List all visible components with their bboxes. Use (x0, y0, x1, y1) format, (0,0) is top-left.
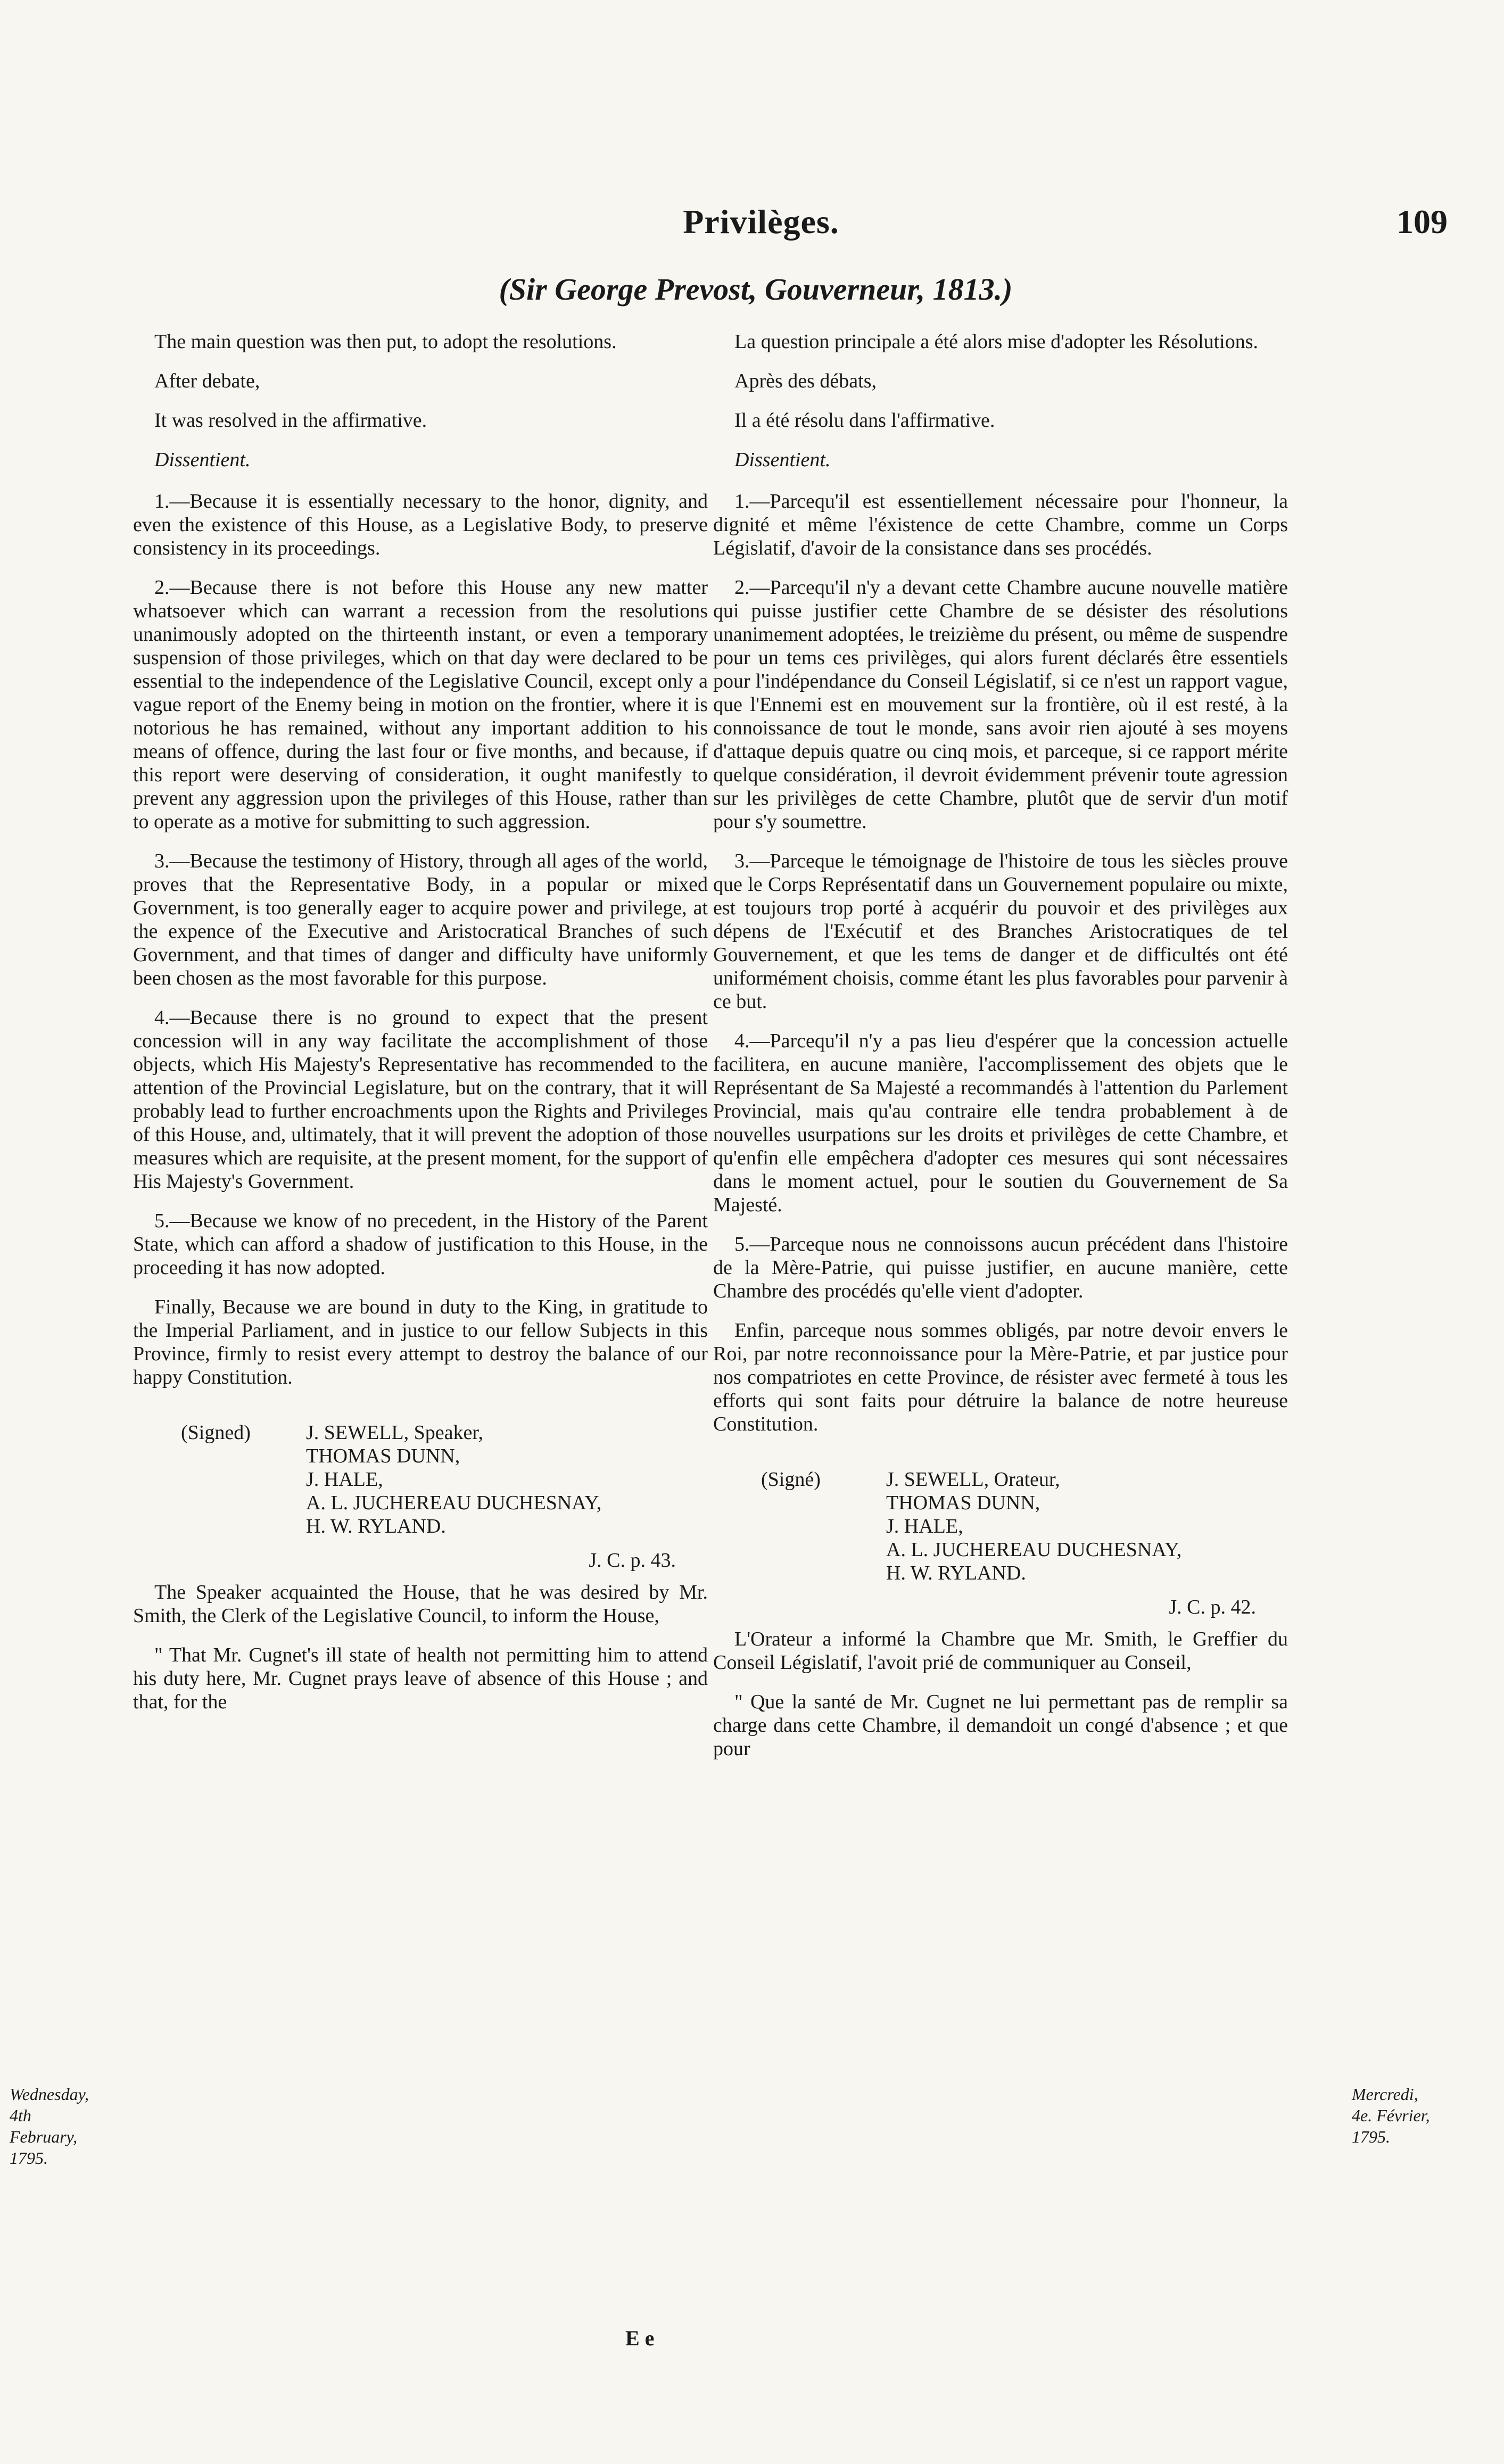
english-paragraph-3: It was resolved in the affirmative. (154, 409, 427, 432)
english-paragraph-4: 1.—Because it is essentially necessary to the honor, dignity, and even the existence of this House, as a Legislative Body, to preserve consistency in its proceedings. (133, 490, 708, 559)
french-paragraph-10: L'Orateur a informé la Chambre que Mr. Smith, le Greffier du Conseil Législatif, l'avoit prié de communiquer au Conseil, (713, 1628, 1288, 1674)
page-subtitle: (Sir George Prevost, Gouverneur, 1813.) (499, 272, 1013, 307)
english-signatory: THOMAS DUNN, (306, 1445, 460, 1467)
english-signatory: H. W. RYLAND. (306, 1515, 446, 1537)
english-paragraph-5: 2.—Because there is not before this House any new matter whatsoever which can warrant a recession from the resolutions unanimously adopted on the thirteenth instant, or even a temporary suspension of those privileges, which on that day were declared to be essential to the independence of the Legislative Council, except only a vague report of the Enemy being in motion on the frontier, where it is notorious he has remained, without any important addition to his means of offence, during the last four or five months, and because, if this report were deserving of consideration, it ought manifestly to prevent any aggression upon the privileges of this House, rather than to operate as a motive for submitting to such aggression. (133, 576, 708, 833)
signature-mark: E e (625, 2326, 655, 2350)
english-paragraph-10: The Speaker acquainted the House, that he was desired by Mr. Smith, the Clerk of the Legislative Council, to inform the House, (133, 1581, 708, 1627)
french-signatory: H. W. RYLAND. (886, 1562, 1026, 1584)
french-signatures (713, 1468, 1288, 1627)
french-signatory: A. L. JUCHEREAU DUCHESNAY, (886, 1539, 1182, 1561)
english-paragraph-2: After debate, (154, 370, 260, 392)
french-paragraph-7: 4.—Parcequ'il n'y a pas lieu d'espérer que la concession actuelle facilitera, en aucune manière, l'accomplissement des objets que le Représentant de Sa Majesté a recommandés à l'attention du Parlement Provincial, mais qu'au contraire elle tendra probablement à de nouvelles usurpations sur les droits et privilèges de cette Chambre, et qu'enfin elle empêchera d'adopter ces mesures qui sont nécessaires dans le moment actuel, pour le soutien du Gouvernement de Sa Majesté. (713, 1030, 1288, 1216)
english-signatories (306, 1421, 601, 1538)
french-paragraph-9: Enfin, parceque nous sommes obligés, par notre devoir envers le Roi, par notre reconnoissance pour la Mère-Patrie, et par justice pour nos compatriotes en cette Province, de résister avec fermeté à tous les efforts qui sont faits pour détruire la balance de notre heureuse Constitution. (713, 1319, 1288, 1435)
english-signatory: A. L. JUCHEREAU DUCHESNAY, (306, 1492, 602, 1514)
english-column (133, 330, 708, 1730)
french-column (713, 330, 1288, 1776)
french-margin-date: Mercredi, 4e. Février, 1795. (1352, 2085, 1430, 2146)
page-number: 109 (1396, 203, 1448, 241)
french-signatory: J. SEWELL, Orateur, (886, 1468, 1060, 1491)
page-title: Privilèges. (683, 203, 839, 241)
french-signatories (886, 1468, 1181, 1585)
english-dissentient: Dissentient. (154, 449, 251, 471)
english-signed-label: (Signed) (181, 1421, 251, 1444)
french-paragraph-11: " Que la santé de Mr. Cugnet ne lui permettant pas de remplir sa charge dans cette Chambre, il demandoit un congé d'absence ; et que pour (713, 1691, 1288, 1760)
french-paragraph-4: 1.—Parcequ'il est essentiellement nécessaire pour l'honneur, la dignité et même l'éxistence de cette Chambre, comme un Corps Législatif, d'avoir de la consistance dans ses procédés. (713, 490, 1288, 559)
french-paragraph-6: 3.—Parceque le témoignage de l'histoire de tous les siècles prouve que le Corps Représentatif dans un Gouvernement populaire ou mixte, est toujours trop porté à acquérir du pouvoir et des privilèges aux dépens de l'Exécutif et des Branches Aristocratiques de tel Gouvernement, et que les tems de danger et de difficultés ont été uniformément choisis, comme étant les plus favorables pour parvenir à ce but. (713, 850, 1288, 1013)
french-paragraph-3: Il a été résolu dans l'affirmative. (734, 409, 995, 432)
french-paragraph-1: La question principale a été alors mise d'adopter les Résolutions. (734, 330, 1259, 353)
french-signed-label: (Signé) (761, 1468, 821, 1491)
french-signatory: THOMAS DUNN, (886, 1492, 1040, 1514)
english-journal-reference: J. C. p. 43. (589, 1549, 676, 1572)
french-journal-reference: J. C. p. 42. (1169, 1596, 1256, 1618)
english-paragraph-8: 5.—Because we know of no precedent, in the History of the Parent State, which can afford a shadow of justification to this House, in the proceeding it has now adopted. (133, 1210, 708, 1279)
english-signatory: J. SEWELL, Speaker, (306, 1421, 484, 1444)
english-paragraph-11: " That Mr. Cugnet's ill state of health not permitting him to attend his duty here, Mr. Cugnet prays leave of absence of this House ; and that, for the (133, 1644, 708, 1713)
english-signatory: J. HALE, (306, 1468, 383, 1491)
english-paragraph-7: 4.—Because there is no ground to expect that the present concession will in any way facilitate the accomplishment of those objects, which His Majesty's Representative has recommended to the attention of the Provincial Legislature, but on the contrary, that it will probably lead to further encroachments upon the Rights and Privileges of this House, and, ultimately, that it will prevent the adoption of those measures which are requisite, at the present moment, for the support of His Majesty's Government. (133, 1006, 708, 1193)
french-dissentient: Dissentient. (734, 449, 831, 471)
english-margin-date: Wednesday, 4th February, 1795. (10, 2085, 89, 2168)
french-paragraph-5: 2.—Parcequ'il n'y a devant cette Chambre aucune nouvelle matière qui puisse justifier cette Chambre de se désister des résolutions unanimement adoptées, le treizième du présent, ou même de suspendre pour un tems ces privilèges, qui alors furent déclarés être essentiels pour l'indépendance du Conseil Législatif, si ce n'est un rapport vague, que l'Ennemi est en mouvement sur la frontière, où il est resté, à la connoissance de tout le monde, sans avoir rien ajouté à ses moyens d'attaque depuis quatre ou cinq mois, et parceque, si ce rapport mérite quelque considération, il devroit évidemment prévenir toute agression sur les privilèges de cette Chambre, plutôt que de servir d'un motif pour s'y soumettre. (713, 576, 1288, 833)
english-paragraph-1: The main question was then put, to adopt the resolutions. (154, 330, 617, 353)
french-paragraph-8: 5.—Parceque nous ne connoissons aucun précédent dans l'histoire de la Mère-Patrie, qui puisse justifier, en aucune manière, cette Chambre des procédés qu'elle vient d'adopter. (713, 1233, 1288, 1302)
english-paragraph-9: Finally, Because we are bound in duty to the King, in gratitude to the Imperial Parliament, and in justice to our fellow Subjects in this Province, firmly to resist every attempt to destroy the balance of our happy Constitution. (133, 1296, 708, 1388)
french-paragraph-2: Après des débats, (734, 370, 877, 392)
french-signatory: J. HALE, (886, 1515, 963, 1537)
english-signatures (133, 1421, 708, 1581)
english-paragraph-6: 3.—Because the testimony of History, through all ages of the world, proves that the Representative Body, in a popular or mixed Government, is too generally eager to acquire power and privilege, at the expence of the Executive and Aristocratical Branches of such Government, and that times of danger and difficulty have uniformly been chosen as the most favorable for this purpose. (133, 850, 708, 989)
